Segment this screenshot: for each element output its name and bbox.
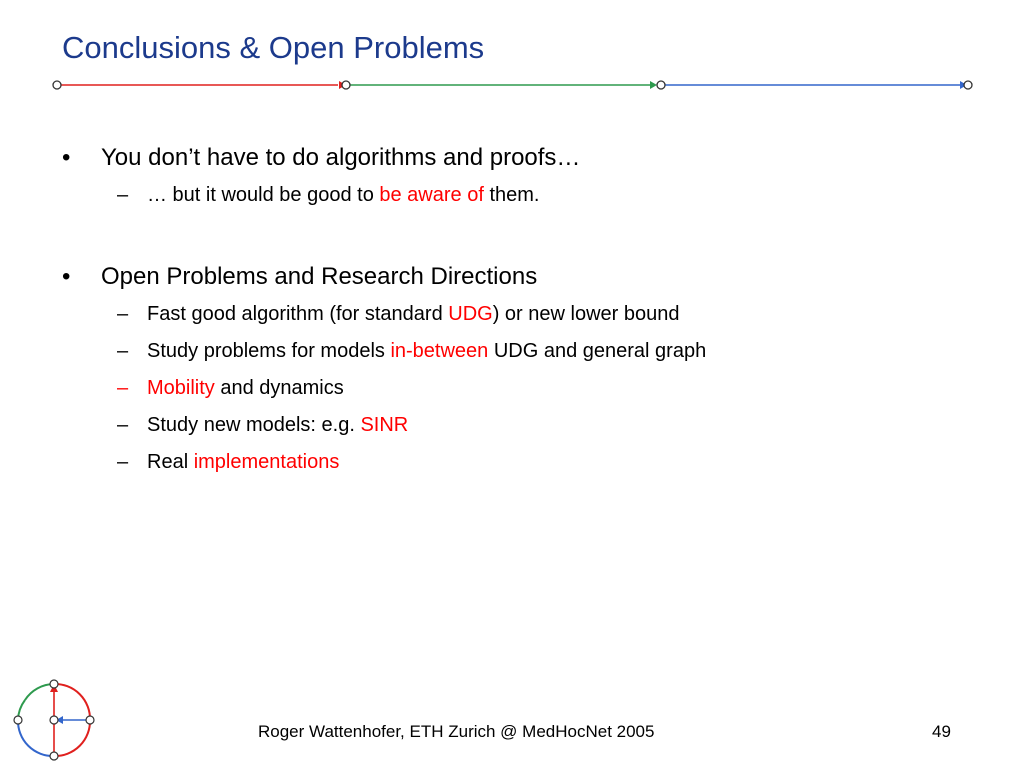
bullet-symbol: • [62,263,71,290]
page-number: 49 [932,722,951,741]
sub-bullet-text [147,377,344,400]
graph-circle-logo-icon [0,0,120,768]
text-segment: Fast good algorithm (for standard [147,303,449,325]
dash-symbol: – [117,340,129,362]
text-segment: Study problems for models [147,340,391,362]
highlighted-text: UDG [448,303,493,325]
dash-symbol: – [117,184,129,206]
timeline-node-3 [657,81,665,89]
timeline-node-2 [342,81,350,89]
dash-symbol: – [117,377,129,399]
timeline-node-4 [964,81,972,89]
dash-symbol: – [117,303,129,325]
dash-symbol: – [117,451,129,473]
text-segment: them. [483,184,540,206]
highlighted-text: be aware of [379,184,484,206]
highlighted-text: SINR [360,414,409,436]
sub-bullet-text [147,340,706,363]
sub-bullet-text [147,184,539,207]
sub-bullet-text [147,303,680,326]
slide-title: Conclusions & Open Problems [62,30,485,65]
dash-symbol: – [117,414,129,436]
bullet-text: Open Problems and Research Directions [101,263,538,290]
text-segment: Real [147,451,194,473]
sub-bullet-text [147,414,408,437]
bullet-symbol: • [62,144,71,171]
text-segment: UDG and general graph [488,340,707,362]
highlighted-text: Mobility [147,377,215,399]
highlighted-text: in-between [390,340,489,362]
text-segment: and dynamics [214,377,344,399]
text-segment: ) or new lower bound [492,303,680,325]
bullet-text: You don’t have to do algorithms and proofs… [101,144,581,171]
footer-text: Roger Wattenhofer, ETH Zurich @ MedHocNet 2005 [258,722,655,741]
sub-bullet-text [147,451,339,474]
text-segment: … but it would be good to [147,184,380,206]
highlighted-text: implementations [193,451,340,473]
timeline-decoration [0,0,1024,110]
timeline-green-arrowhead [650,81,657,89]
text-segment: Study new models: e.g. [147,414,361,436]
